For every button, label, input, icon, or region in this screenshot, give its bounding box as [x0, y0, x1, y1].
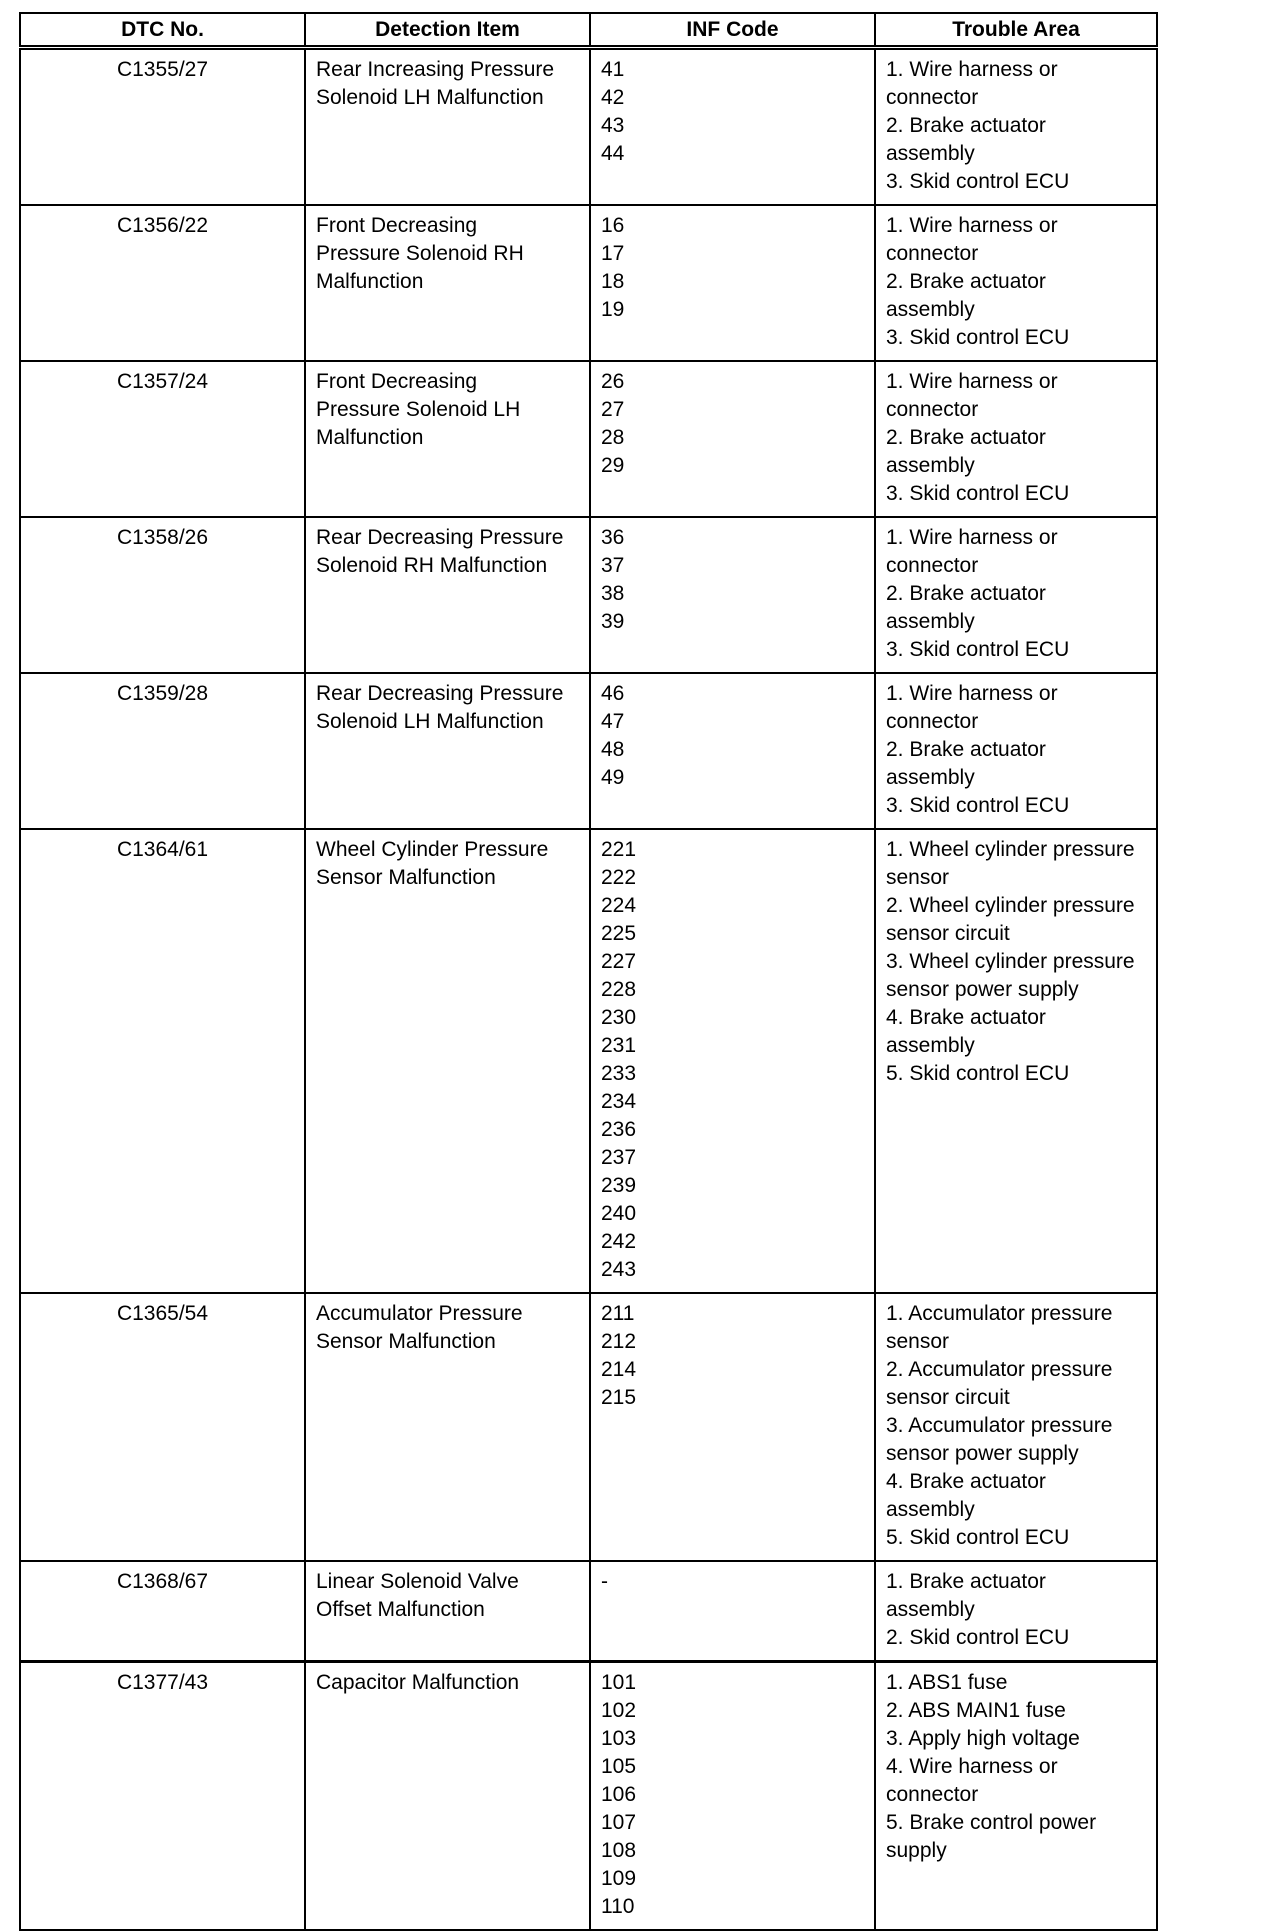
dtc-table: [19, 12, 1158, 1931]
detection-item: Linear Solenoid Valve Offset Malfunction: [305, 1561, 590, 1662]
trouble-area: 1. Wire harness or connector 2. Brake actuator assembly 3. Skid control ECU: [875, 673, 1157, 829]
trouble-area: 1. ABS1 fuse 2. ABS MAIN1 fuse 3. Apply high voltage 4. Wire harness or connector 5. Brake control power supply: [875, 1662, 1157, 1931]
table-row: [20, 1662, 1157, 1931]
table-row: [20, 205, 1157, 361]
trouble-area: 1. Wire harness or connector 2. Brake actuator assembly 3. Skid control ECU: [875, 361, 1157, 517]
dtc-number: C1357/24: [20, 361, 305, 517]
dtc-number: C1358/26: [20, 517, 305, 673]
dtc-number: C1365/54: [20, 1293, 305, 1561]
dtc-number: C1377/43: [20, 1662, 305, 1931]
table-row: [20, 361, 1157, 517]
dtc-number: C1368/67: [20, 1561, 305, 1662]
detection-item: Rear Decreasing Pressure Solenoid LH Malfunction: [305, 673, 590, 829]
table-row: [20, 48, 1157, 206]
inf-code: 36 37 38 39: [590, 517, 875, 673]
detection-item: Wheel Cylinder Pressure Sensor Malfunction: [305, 829, 590, 1293]
detection-item: Rear Increasing Pressure Solenoid LH Malfunction: [305, 48, 590, 206]
detection-item: Front Decreasing Pressure Solenoid RH Malfunction: [305, 205, 590, 361]
detection-item: Front Decreasing Pressure Solenoid LH Malfunction: [305, 361, 590, 517]
trouble-area: 1. Wheel cylinder pressure sensor 2. Wheel cylinder pressure sensor circuit 3. Wheel cylinder pressure sensor power supply 4. Brake actuator assembly 5. Skid control ECU: [875, 829, 1157, 1293]
inf-code: 26 27 28 29: [590, 361, 875, 517]
trouble-area: 1. Brake actuator assembly 2. Skid control ECU: [875, 1561, 1157, 1662]
table-row: [20, 673, 1157, 829]
header-inf-code: INF Code: [590, 13, 875, 48]
dtc-number: C1359/28: [20, 673, 305, 829]
inf-code: 46 47 48 49: [590, 673, 875, 829]
header-trouble-area: Trouble Area: [875, 13, 1157, 48]
detection-item: Accumulator Pressure Sensor Malfunction: [305, 1293, 590, 1561]
header-detection-item: Detection Item: [305, 13, 590, 48]
table-header-row: [20, 13, 1157, 48]
dtc-number: C1355/27: [20, 48, 305, 206]
trouble-area: 1. Wire harness or connector 2. Brake actuator assembly 3. Skid control ECU: [875, 517, 1157, 673]
inf-code: 221 222 224 225 227 228 230 231 233 234 236 237 239 240 242 243: [590, 829, 875, 1293]
dtc-number: C1364/61: [20, 829, 305, 1293]
table-row: [20, 1293, 1157, 1561]
trouble-area: 1. Wire harness or connector 2. Brake actuator assembly 3. Skid control ECU: [875, 205, 1157, 361]
table-row: [20, 1561, 1157, 1662]
table-row: [20, 517, 1157, 673]
header-dtc-no: DTC No.: [20, 13, 305, 48]
inf-code: 211 212 214 215: [590, 1293, 875, 1561]
inf-code: 41 42 43 44: [590, 48, 875, 206]
inf-code: 101 102 103 105 106 107 108 109 110: [590, 1662, 875, 1931]
trouble-area: 1. Wire harness or connector 2. Brake actuator assembly 3. Skid control ECU: [875, 48, 1157, 206]
dtc-number: C1356/22: [20, 205, 305, 361]
table-row: [20, 829, 1157, 1293]
detection-item: Capacitor Malfunction: [305, 1662, 590, 1931]
inf-code: 16 17 18 19: [590, 205, 875, 361]
inf-code: -: [590, 1561, 875, 1662]
trouble-area: 1. Accumulator pressure sensor 2. Accumulator pressure sensor circuit 3. Accumulator pressure sensor power supply 4. Brake actuator assembly 5. Skid control ECU: [875, 1293, 1157, 1561]
detection-item: Rear Decreasing Pressure Solenoid RH Malfunction: [305, 517, 590, 673]
